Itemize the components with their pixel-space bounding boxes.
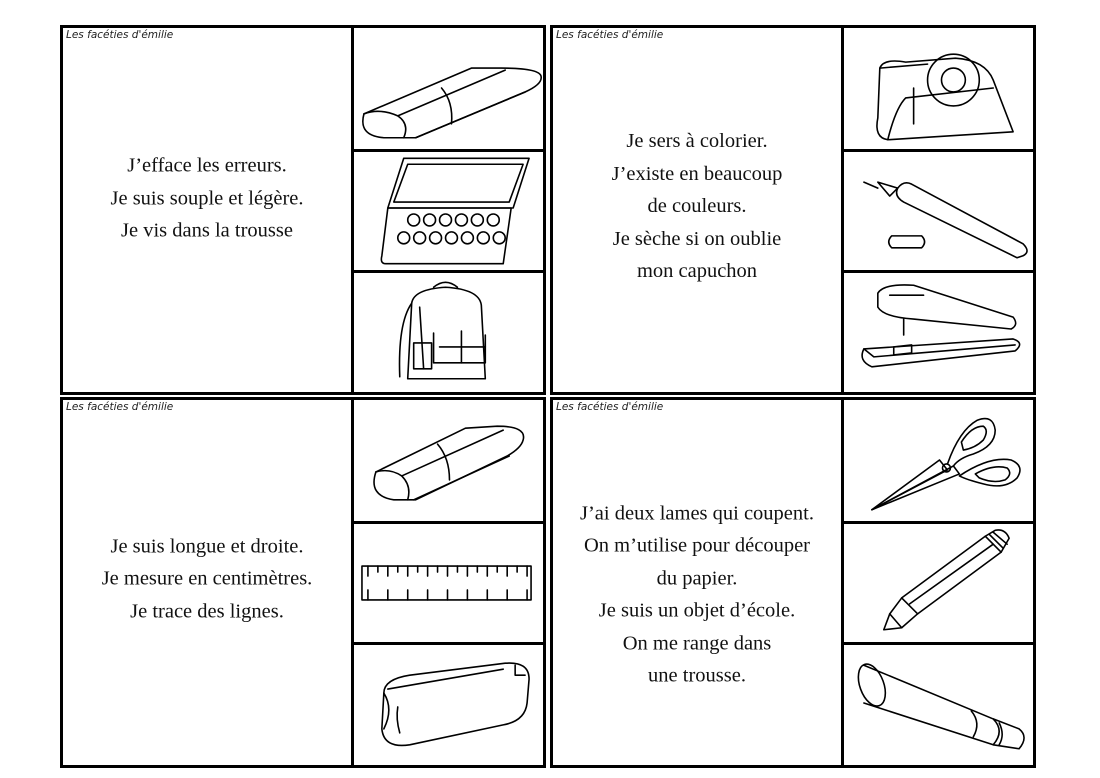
riddle-text (553, 497, 841, 692)
riddle-line: J’efface les erreurs. (127, 154, 287, 177)
riddle-line: de couleurs. (647, 194, 747, 217)
glue-stick-icon (844, 645, 1033, 765)
brand-label: Les facéties d'émilie (556, 29, 664, 41)
brand-label: Les facéties d'émilie (556, 401, 664, 413)
riddle-card-ruler (60, 397, 546, 768)
choice-eraser[interactable] (354, 400, 543, 521)
riddle-card-eraser (60, 25, 546, 395)
felt-pen-icon (844, 152, 1033, 270)
backpack-icon (354, 273, 543, 392)
riddle-panel (63, 28, 354, 392)
choice-eraser[interactable] (354, 28, 543, 149)
choice-backpack[interactable] (354, 270, 543, 392)
choice-felt-pen[interactable] (844, 149, 1033, 270)
choice-pencil-case[interactable] (354, 642, 543, 765)
riddle-line: Je sèche si on oublie (612, 227, 782, 250)
riddle-card-felt-pen (550, 25, 1036, 395)
riddle-line: Je trace des lignes. (130, 599, 284, 622)
answer-choices (354, 400, 543, 765)
tape-dispenser-icon (844, 28, 1033, 149)
riddle-line: Je mesure en centimètres. (101, 567, 313, 590)
riddle-line: Je sers à colorier. (626, 129, 768, 152)
riddle-line: Je vis dans la trousse (121, 219, 293, 242)
pencil-case-icon (354, 645, 543, 765)
choice-tape-dispenser[interactable] (844, 28, 1033, 149)
riddle-line: Je suis un objet d’école. (598, 599, 796, 622)
riddle-line: On m’utilise pour découper (583, 534, 810, 557)
pencil-icon (844, 524, 1033, 642)
riddle-panel (553, 400, 844, 765)
riddle-line: On me range dans (622, 632, 772, 654)
choice-stapler[interactable] (844, 270, 1033, 392)
choice-scissors[interactable] (844, 400, 1033, 521)
brand-label: Les facéties d'émilie (66, 401, 174, 413)
riddle-panel (63, 400, 354, 765)
riddle-card-scissors (550, 397, 1036, 768)
riddle-line: J’ai deux lames qui coupent. (580, 502, 814, 524)
answer-choices (354, 28, 543, 392)
ruler-icon (354, 524, 543, 642)
answer-choices (844, 400, 1033, 765)
choice-ruler[interactable] (354, 521, 543, 642)
choice-paint-palette[interactable] (354, 149, 543, 270)
scissors-icon (844, 400, 1033, 521)
riddle-line: du papier. (656, 567, 738, 589)
answer-choices (844, 28, 1033, 392)
riddle-text (63, 149, 351, 247)
riddle-line: une trousse. (648, 664, 746, 687)
riddle-line: mon capuchon (636, 259, 758, 282)
riddle-line: J’existe en beaucoup (611, 162, 783, 185)
choice-glue-stick[interactable] (844, 642, 1033, 765)
paint-palette-icon (354, 152, 543, 270)
eraser-icon (354, 28, 543, 149)
stapler-icon (844, 273, 1033, 392)
riddle-line: Je suis souple et légère. (110, 186, 304, 209)
riddle-text (553, 125, 841, 288)
riddle-line: Je suis longue et droite. (110, 534, 304, 557)
eraser-icon (354, 400, 543, 521)
choice-pencil[interactable] (844, 521, 1033, 642)
riddle-panel (553, 28, 844, 392)
riddle-text (63, 530, 351, 628)
brand-label: Les facéties d'émilie (66, 29, 174, 41)
